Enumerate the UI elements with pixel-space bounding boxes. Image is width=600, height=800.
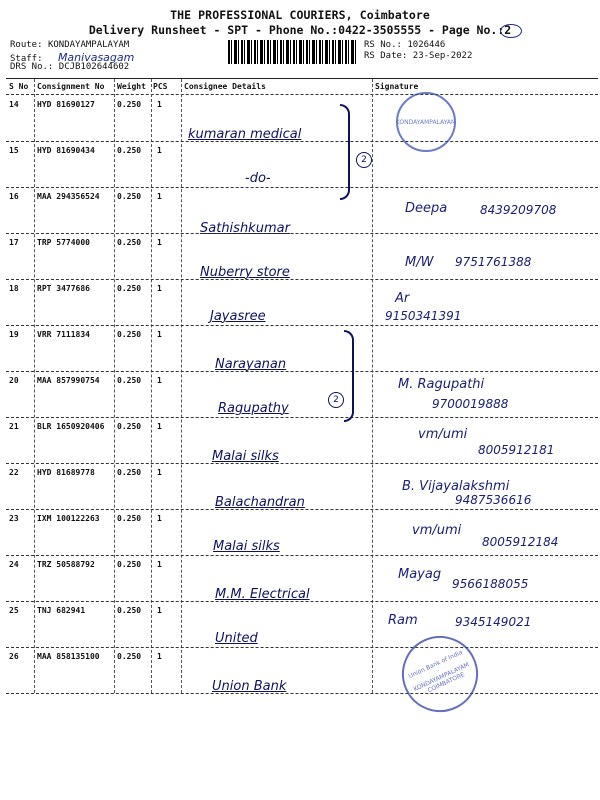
row-consignee-handwritten: Narayanan	[215, 357, 287, 372]
grouping-bracket-mark	[340, 104, 350, 200]
row-signature-handwritten: B. Vijayalakshmi	[402, 479, 510, 494]
row-consignment-no: TNJ 682941	[37, 606, 86, 615]
col-head-consignee: Consignee Details	[184, 82, 266, 91]
row-signature-handwritten: M. Ragupathi	[398, 377, 485, 392]
row-weight: 0.250	[117, 514, 142, 523]
table-top-rule	[6, 78, 598, 79]
row-sno: 26	[9, 652, 19, 661]
drs-line	[10, 62, 129, 72]
col-head-weight: Weight	[117, 82, 146, 91]
row-sno: 19	[9, 330, 19, 339]
row-phone-handwritten: 9345149021	[455, 615, 532, 629]
table-row	[0, 647, 600, 693]
row-signature-handwritten: vm/umi	[418, 427, 468, 442]
row-consignee-handwritten: United	[215, 631, 258, 646]
table-row	[0, 141, 600, 187]
table-row	[0, 555, 600, 601]
row-signature-handwritten: M/W	[405, 255, 434, 270]
row-consignment-no: HYD 81689778	[37, 468, 95, 477]
table-bottom-rule	[6, 693, 598, 694]
row-sno: 14	[9, 100, 19, 109]
row-pcs: 1	[157, 560, 162, 569]
row-consignment-no: BLR 1650920406	[37, 422, 105, 431]
row-consignee-handwritten: Balachandran	[215, 495, 305, 510]
row-weight: 0.250	[117, 192, 142, 201]
row-consignee-handwritten: -do-	[245, 171, 271, 186]
table-row	[0, 187, 600, 236]
row-consignee-handwritten: M.M. Electrical	[215, 587, 310, 602]
row-consignee-handwritten: Nuberry store	[200, 265, 290, 280]
row-phone-handwritten: 9487536616	[455, 493, 532, 507]
row-sno: 18	[9, 284, 19, 293]
table-row	[0, 233, 600, 279]
rs-date-label: RS Date:	[364, 51, 408, 61]
row-pcs: 1	[157, 468, 162, 477]
row-weight: 0.250	[117, 146, 142, 155]
row-pcs: 1	[157, 330, 162, 339]
row-pcs: 1	[157, 100, 162, 109]
rs-date-value: 23-Sep-2022	[412, 51, 473, 61]
row-phone-handwritten: 8005912184	[482, 535, 559, 549]
row-weight: 0.250	[117, 606, 142, 615]
row-consignee-handwritten: Ragupathy	[218, 401, 289, 416]
row-pcs: 1	[157, 238, 162, 247]
row-consignment-no: VRR 7111834	[37, 330, 90, 339]
row-weight: 0.250	[117, 468, 142, 477]
row-weight: 0.250	[117, 422, 142, 431]
row-sno: 16	[9, 192, 19, 201]
row-pcs: 1	[157, 376, 162, 385]
row-sno: 23	[9, 514, 19, 523]
row-phone-handwritten: 9751761388	[455, 255, 532, 269]
row-consignee-handwritten: Sathishkumar	[200, 221, 290, 236]
row-weight: 0.250	[117, 376, 142, 385]
row-consignment-no: HYD 81690127	[37, 100, 95, 109]
row-consignment-no: TRZ 50588792	[37, 560, 95, 569]
company-title: THE PROFESSIONAL COURIERS, Coimbatore	[170, 8, 430, 22]
table-row	[0, 279, 600, 325]
table-row	[0, 95, 600, 141]
row-weight: 0.250	[117, 238, 142, 247]
stamp-text: KONDAYAMPALAYAM	[395, 118, 457, 126]
route-label: Route:	[10, 40, 43, 50]
row-signature-handwritten: Deepa	[405, 201, 448, 216]
barcode	[228, 40, 358, 64]
rs-no-label: RS No.:	[364, 40, 402, 50]
row-consignment-no: HYD 81690434	[37, 146, 95, 155]
row-pcs: 1	[157, 606, 162, 615]
row-signature-handwritten: vm/umi	[412, 523, 462, 538]
row-consignment-no: MAA 294356524	[37, 192, 100, 201]
col-head-consignment: Consignment No	[37, 82, 105, 91]
route-value: KONDAYAMPALAYAM	[47, 40, 130, 50]
col-head-signature: Signature	[375, 82, 419, 91]
route-line	[10, 40, 129, 50]
kondayampalayam-stamp	[396, 92, 456, 152]
row-pcs: 1	[157, 192, 162, 201]
row-consignment-no: RPT 3477686	[37, 284, 90, 293]
row-pcs: 1	[157, 422, 162, 431]
row-consignment-no: MAA 858135100	[37, 652, 100, 661]
row-sno: 22	[9, 468, 19, 477]
page-number-circle-mark	[500, 24, 522, 38]
table-row	[0, 325, 600, 371]
row-sno: 24	[9, 560, 19, 569]
row-sno: 20	[9, 376, 19, 385]
row-consignee-handwritten: Malai silks	[213, 539, 280, 554]
row-pcs: 1	[157, 514, 162, 523]
row-sno: 25	[9, 606, 19, 615]
table-row	[0, 371, 600, 417]
table-row	[0, 463, 600, 509]
row-weight: 0.250	[117, 284, 142, 293]
row-consignment-no: TRP 5774000	[37, 238, 90, 247]
circled-number-mark: 2	[328, 392, 344, 408]
row-weight: 0.250	[117, 560, 142, 569]
col-head-sno: S No	[9, 82, 29, 91]
staff-label: Staff:	[10, 54, 43, 64]
rs-no-value: 1026446	[407, 40, 446, 50]
row-sno: 17	[9, 238, 19, 247]
row-consignee-handwritten: Malai silks	[212, 449, 279, 464]
table-row	[0, 601, 600, 647]
circled-number-mark: 2	[356, 152, 372, 168]
row-phone-handwritten: 9566188055	[452, 577, 529, 591]
staff-handwritten-name: Manivasagam	[57, 51, 135, 64]
row-consignee-handwritten: Union Bank	[212, 679, 287, 694]
rs-no-line	[364, 40, 445, 50]
row-phone-handwritten: 9150341391	[385, 309, 462, 323]
table-row	[0, 509, 600, 555]
stamp-text: Union Bank of India · KONDAYAMPALAYAM · COIMBATORE	[407, 648, 471, 696]
table-row	[0, 417, 600, 463]
rs-date-line	[364, 51, 472, 61]
runsheet-title: Delivery Runsheet - SPT - Phone No.:0422-3505555 - Page No.:2	[88, 23, 512, 37]
row-consignment-no: IXM 100122263	[37, 514, 100, 523]
row-phone-handwritten: 9700019888	[432, 397, 509, 411]
row-signature-handwritten: Mayag	[398, 567, 442, 582]
row-consignee-handwritten: Jayasree	[210, 309, 266, 324]
row-consignee-handwritten: kumaran medical	[188, 127, 302, 142]
row-weight: 0.250	[117, 330, 142, 339]
row-signature-handwritten: Ar	[395, 291, 410, 306]
row-pcs: 1	[157, 146, 162, 155]
drs-value: DCJB102644602	[58, 62, 130, 72]
col-head-pcs: PCS	[153, 82, 168, 91]
row-consignment-no: MAA 857990754	[37, 376, 100, 385]
row-pcs: 1	[157, 284, 162, 293]
drs-label: DRS No.:	[10, 62, 54, 72]
row-sno: 15	[9, 146, 19, 155]
row-phone-handwritten: 8439209708	[480, 203, 557, 217]
grouping-bracket-mark	[344, 330, 354, 422]
row-weight: 0.250	[117, 100, 142, 109]
row-signature-handwritten: Ram	[388, 613, 418, 628]
row-phone-handwritten: 8005912181	[478, 443, 555, 457]
row-sno: 21	[9, 422, 19, 431]
row-weight: 0.250	[117, 652, 142, 661]
row-pcs: 1	[157, 652, 162, 661]
